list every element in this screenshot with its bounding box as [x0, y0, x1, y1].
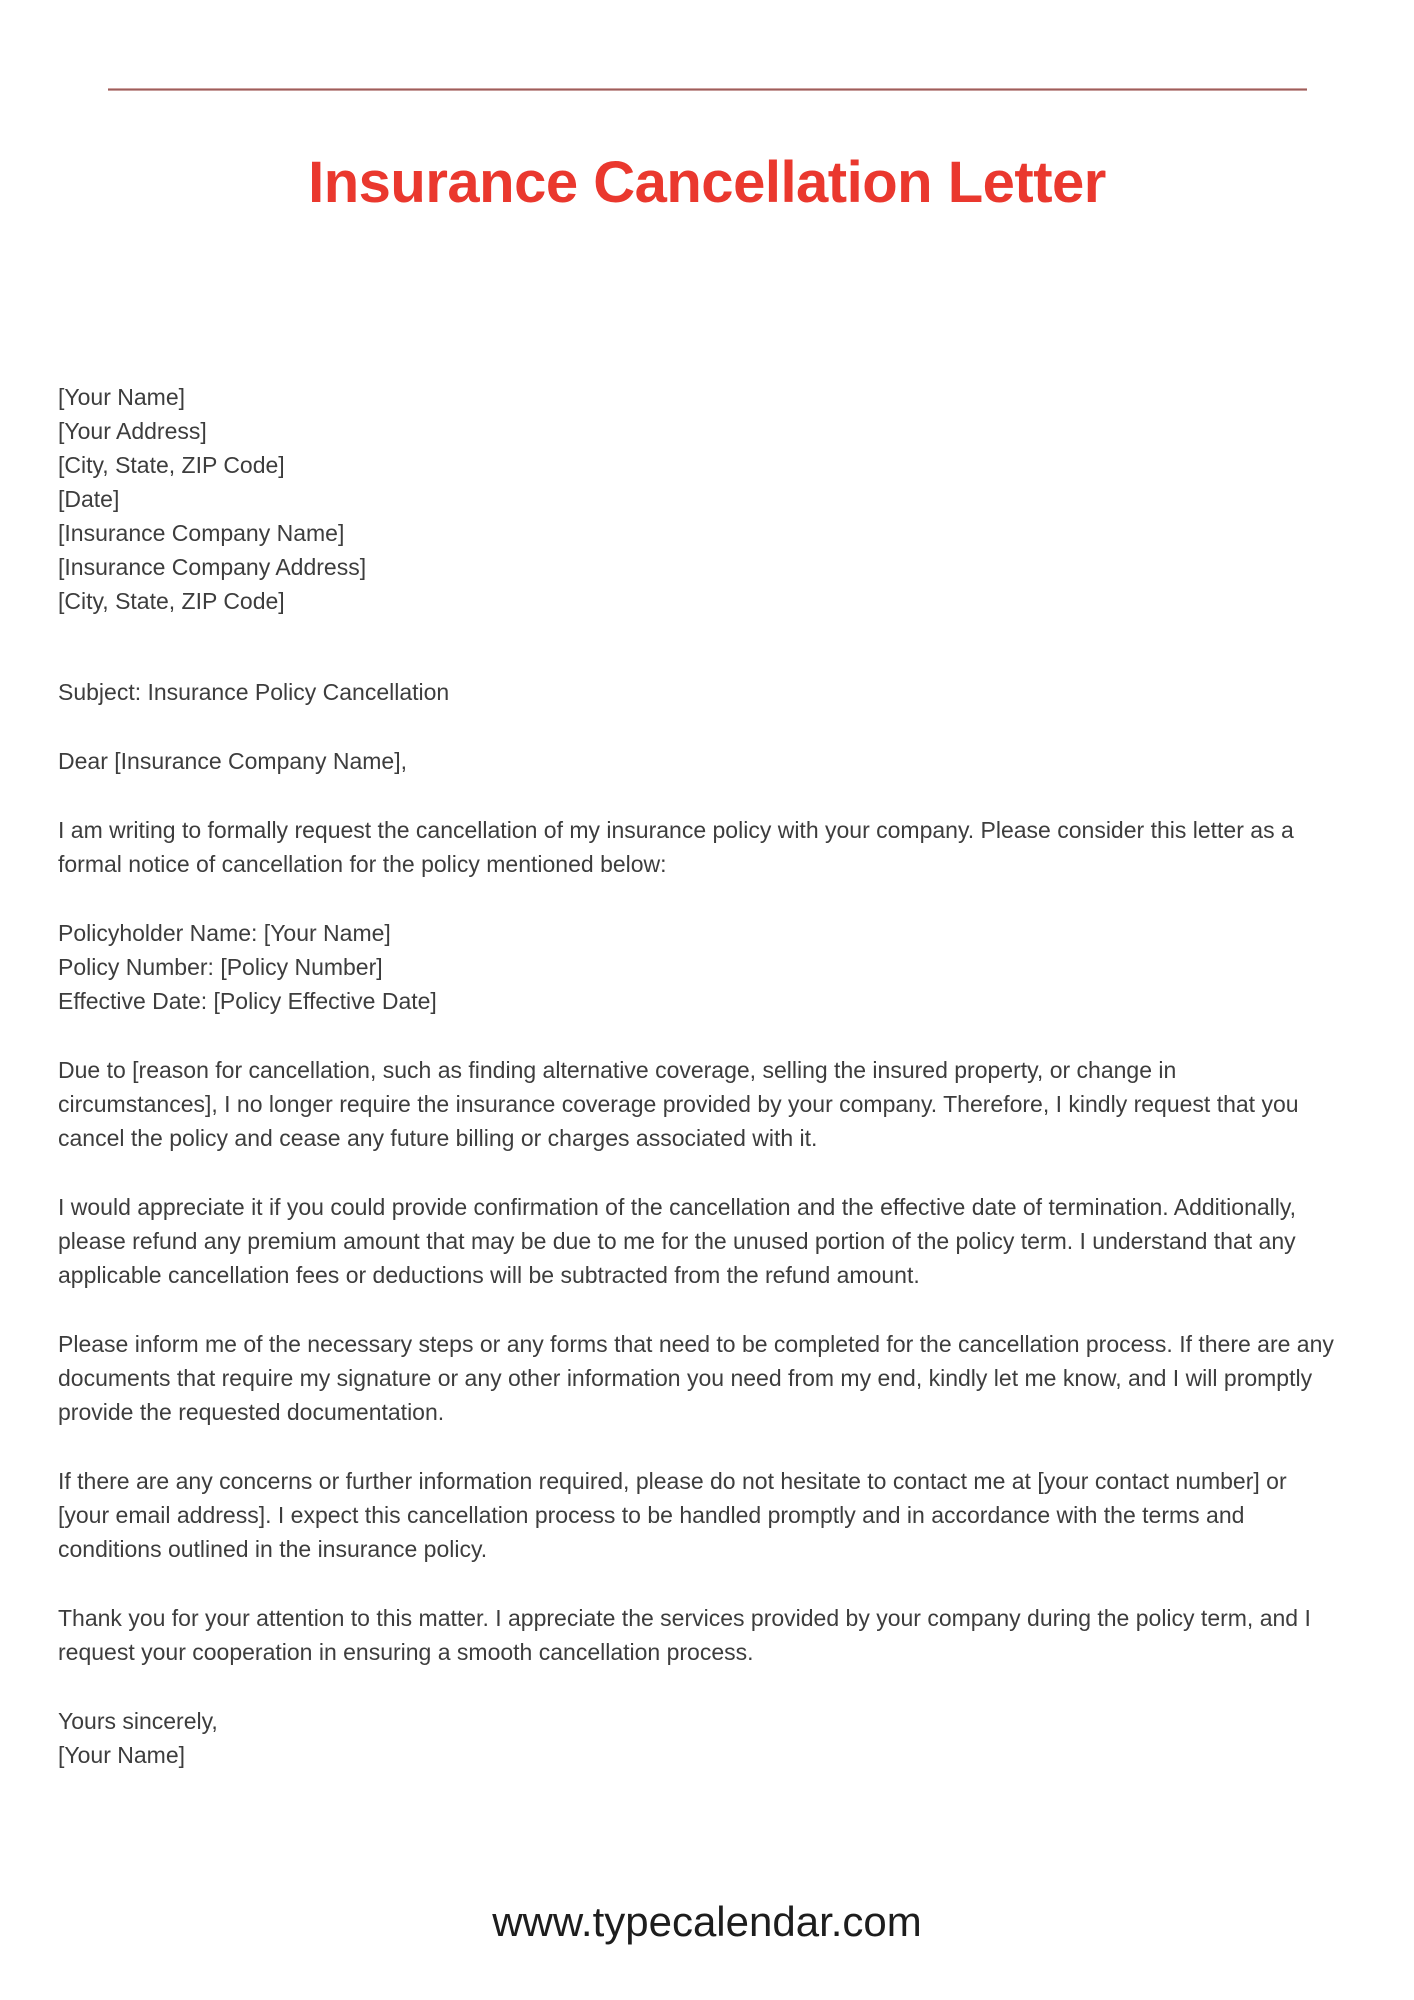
policy-line-policy-number: Policy Number: [Policy Number] — [58, 954, 383, 980]
policy-details-block — [58, 916, 1338, 1018]
closing-line: Yours sincerely, — [58, 1708, 218, 1734]
header-divider-rule — [108, 88, 1307, 91]
paragraph-necessary-steps: Please inform me of the necessary steps or any forms that need to be completed for the cancellation process. If there are any documents that require my signature or any other information you need from my end, kindly let me know, and I will promptly provide the requested documentation. — [58, 1331, 1334, 1425]
recipient-line-company-address: [Insurance Company Address] — [58, 554, 367, 580]
recipient-line-company-name: [Insurance Company Name] — [58, 520, 345, 546]
sender-line-date: [Date] — [58, 486, 120, 512]
letter-body — [58, 380, 1338, 1772]
closing-block — [58, 1704, 1338, 1772]
subject-line: Subject: Insurance Policy Cancellation — [58, 679, 450, 705]
greeting-line: Dear [Insurance Company Name], — [58, 748, 407, 774]
policy-line-policyholder-name: Policyholder Name: [Your Name] — [58, 920, 391, 946]
signature-line: [Your Name] — [58, 1742, 185, 1768]
sender-address-block — [58, 380, 1338, 618]
paragraph-thank-you: Thank you for your attention to this matter. I appreciate the services provided by your company during the policy term, and I request your cooperation in ensuring a smooth cancellation process. — [58, 1605, 1311, 1665]
sender-line-your-name: [Your Name] — [58, 384, 185, 410]
footer-website-text: www.typecalendar.com — [492, 1898, 922, 1945]
sender-line-your-address: [Your Address] — [58, 418, 207, 444]
page-title: Insurance Cancellation Letter — [308, 150, 1106, 215]
sender-line-city-state-zip: [City, State, ZIP Code] — [58, 452, 285, 478]
paragraph-cancellation-reason: Due to [reason for cancellation, such as finding alternative coverage, selling the insured property, or change in circumstances], I no longer require the insurance coverage provided by your company. Therefore, I kindly request that you cancel the policy and cease any future billing or charges associated with it. — [58, 1057, 1299, 1151]
policy-line-effective-date: Effective Date: [Policy Effective Date] — [58, 988, 437, 1014]
paragraph-contact-info: If there are any concerns or further information required, please do not hesitate to contact me at [your contact number] or [your email address]. I expect this cancellation process to be handled promptly and in accordance with the terms and conditions outlined in the insurance policy. — [58, 1468, 1287, 1562]
recipient-line-city-state-zip: [City, State, ZIP Code] — [58, 588, 285, 614]
intro-paragraph: I am writing to formally request the cancellation of my insurance policy with your company. Please consider this letter as a formal notice of cancellation for the policy mentioned below: — [58, 817, 1294, 877]
paragraph-confirmation-refund: I would appreciate it if you could provide confirmation of the cancellation and the effective date of termination. Additionally, please refund any premium amount that may be due to me for the unused portion of the policy term. I understand that any applicable cancellation fees or deductions will be subtracted from the refund amount. — [58, 1194, 1297, 1288]
